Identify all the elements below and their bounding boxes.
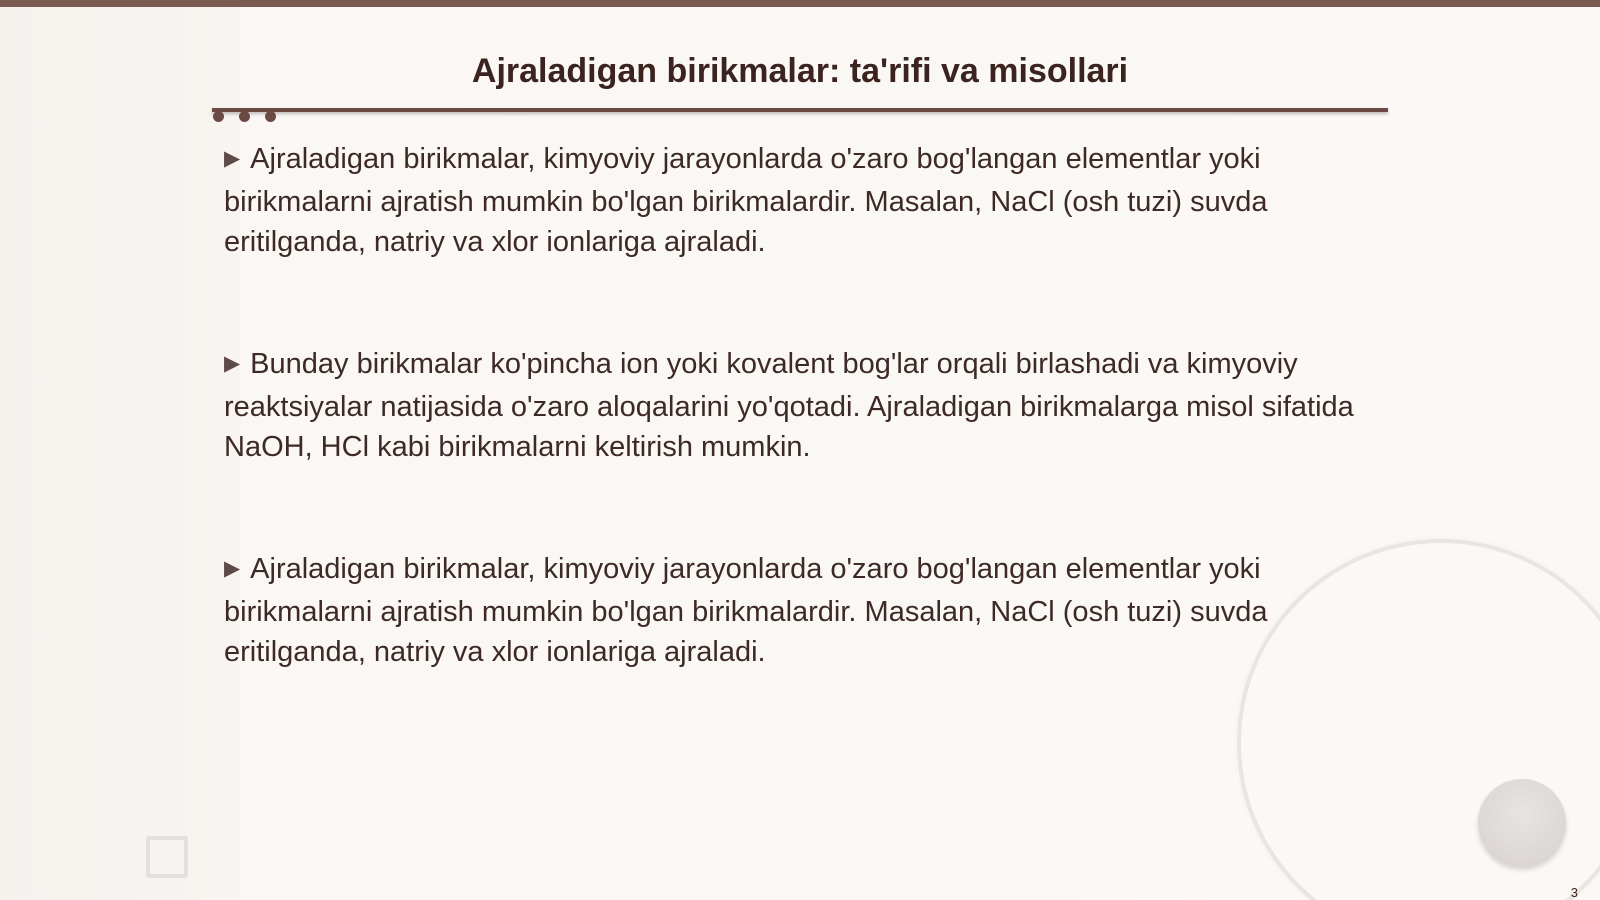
- bullet-list: [224, 139, 1384, 754]
- decorative-square: [146, 836, 188, 878]
- top-accent-bar: [0, 0, 1600, 7]
- bullet-text: Bunday birikmalar ko'pincha ion yoki kovalent bog'lar orqali birlashadi va kimyoviy reaktsiyalar natijasida o'zaro aloqalarini yo'qotadi. Ajraladigan birikmalarga misol sifatida NaOH, HCl kabi birikmalarni keltirish mumkin.: [224, 348, 1354, 463]
- bullet-item: [224, 344, 1384, 467]
- bullet-arrow-icon: ▶: [224, 147, 241, 170]
- bullet-item: [224, 139, 1384, 262]
- decorative-dot: [265, 111, 276, 122]
- bullet-arrow-icon: ▶: [224, 557, 241, 580]
- decorative-dot: [213, 111, 224, 122]
- title-underline: [212, 108, 1388, 112]
- bullet-text: Ajraladigan birikmalar, kimyoviy jarayonlarda o'zaro bog'langan elementlar yoki birikmalarni ajratish mumkin bo'lgan birikmalardir. Masalan, NaCl (osh tuzi) suvda eritilganda, natriy va xlor ionlariga ajraladi.: [224, 143, 1268, 258]
- decorative-dot: [239, 111, 250, 122]
- bullet-text: Ajraladigan birikmalar, kimyoviy jarayonlarda o'zaro bog'langan elementlar yoki birikmalarni ajratish mumkin bo'lgan birikmalardir. Masalan, NaCl (osh tuzi) suvda eritilganda, natriy va xlor ionlariga ajraladi.: [224, 553, 1268, 668]
- slide-title: Ajraladigan birikmalar: ta'rifi va misollari: [471, 52, 1129, 90]
- bullet-item: [224, 549, 1384, 672]
- bullet-arrow-icon: ▶: [224, 352, 241, 375]
- decorative-circle-filled: [1478, 779, 1566, 867]
- page-number: 3: [1570, 885, 1578, 900]
